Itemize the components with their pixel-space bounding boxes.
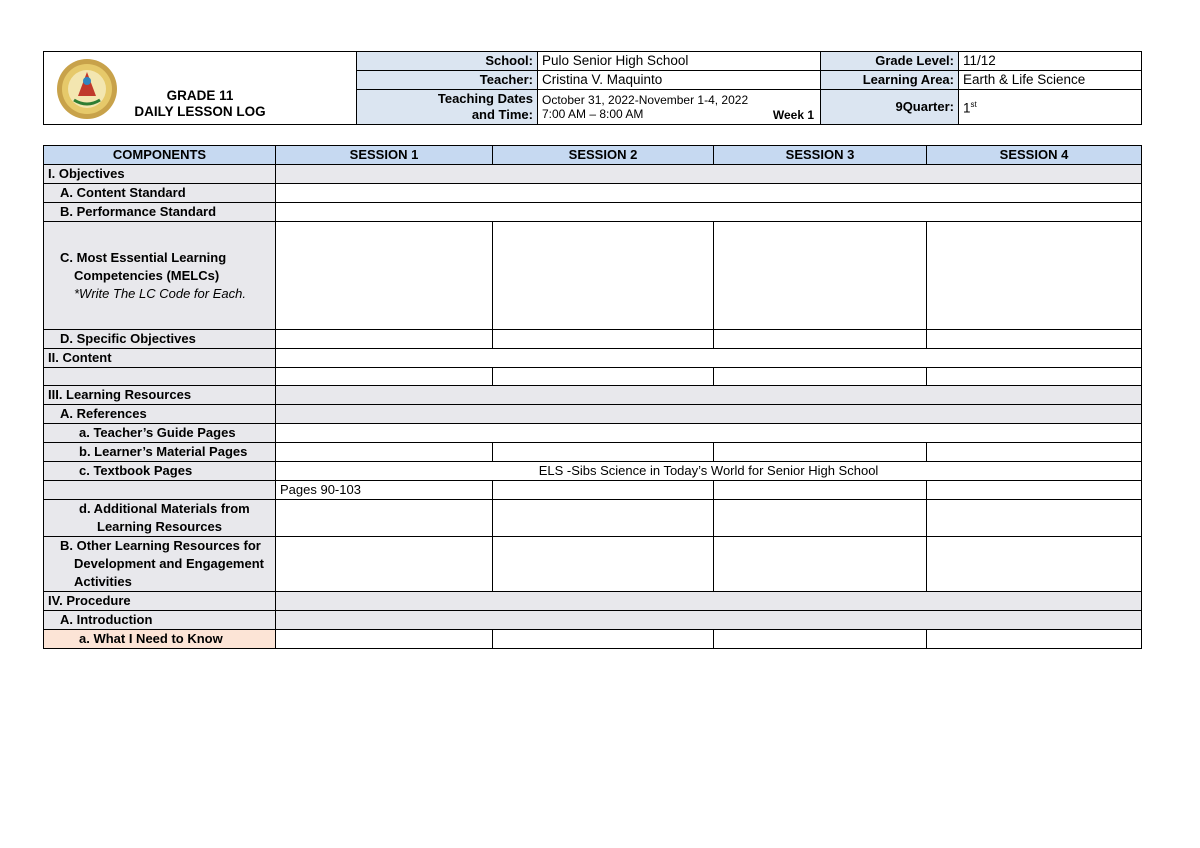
cell-merged	[276, 349, 1142, 368]
quarter-suffix: st	[970, 100, 977, 110]
col-session-1: SESSION 1	[276, 146, 493, 165]
cell	[927, 368, 1142, 386]
cell	[927, 330, 1142, 349]
teaching-dates-label-line2: and Time:	[471, 107, 533, 122]
cell	[493, 537, 714, 592]
cell	[276, 330, 493, 349]
row-textbook-pages: c. Textbook Pages	[44, 462, 276, 481]
cell	[714, 481, 927, 500]
row-what-i-need-to-know: a. What I Need to Know	[44, 630, 276, 649]
cell	[927, 222, 1142, 330]
cell	[714, 443, 927, 462]
week-value: Week 1	[772, 108, 814, 122]
table-row	[44, 611, 1142, 630]
cell	[927, 630, 1142, 649]
column-header-row	[44, 146, 1142, 165]
quarter-label: 9Quarter:	[821, 90, 959, 125]
teaching-dates-label	[357, 90, 538, 125]
cell	[493, 481, 714, 500]
grade-level-value: 11/12	[959, 52, 1142, 71]
cell	[276, 537, 493, 592]
table-row	[44, 592, 1142, 611]
cell-merged	[276, 424, 1142, 443]
cell	[714, 537, 927, 592]
cell	[493, 630, 714, 649]
table-row	[44, 386, 1142, 405]
cell	[276, 222, 493, 330]
learning-area-label: Learning Area:	[821, 71, 959, 90]
cell-merged	[276, 165, 1142, 184]
row-procedure: IV. Procedure	[44, 592, 276, 611]
teaching-time-line: 7:00 AM – 8:00 AM	[542, 107, 644, 121]
textbook-value: ELS -Sibs Science in Today’s World for Senior High School	[276, 462, 1142, 481]
grade-level-label: Grade Level:	[821, 52, 959, 71]
table-row	[44, 424, 1142, 443]
row-other-resources: B. Other Learning Resources for Development and Engagement Activities	[44, 537, 276, 592]
table-row	[44, 462, 1142, 481]
table-row	[44, 368, 1142, 386]
table-row	[44, 443, 1142, 462]
row-learning-resources: III. Learning Resources	[44, 386, 276, 405]
col-session-4: SESSION 4	[927, 146, 1142, 165]
row-objectives: I. Objectives	[44, 165, 276, 184]
col-components: COMPONENTS	[44, 146, 276, 165]
row-introduction: A. Introduction	[44, 611, 276, 630]
school-label: School:	[357, 52, 538, 71]
cell	[714, 630, 927, 649]
pages-value: Pages 90-103	[276, 481, 493, 500]
row-learners-material: b. Learner’s Material Pages	[44, 443, 276, 462]
table-row	[44, 165, 1142, 184]
table-row	[44, 349, 1142, 368]
cell-merged	[276, 405, 1142, 424]
table-row	[44, 630, 1142, 649]
cell-blank	[44, 368, 276, 386]
row-teachers-guide: a. Teacher’s Guide Pages	[44, 424, 276, 443]
cell	[927, 481, 1142, 500]
row-additional-materials: d. Additional Materials from Learning Resources	[44, 500, 276, 537]
title-cell	[44, 52, 357, 125]
table-row	[44, 537, 1142, 592]
row-specific-objectives: D. Specific Objectives	[44, 330, 276, 349]
cell	[493, 500, 714, 537]
cell	[493, 443, 714, 462]
teaching-dates-line1: October 31, 2022-November 1-4, 2022	[542, 93, 749, 107]
quarter-value	[959, 90, 1142, 125]
table-row	[44, 222, 1142, 330]
cell	[276, 368, 493, 386]
cell	[493, 330, 714, 349]
table-row	[44, 184, 1142, 203]
cell	[927, 443, 1142, 462]
table-row	[44, 500, 1142, 537]
cell-merged	[276, 184, 1142, 203]
melcs-note: *Write The LC Code for Each.	[74, 285, 246, 301]
learning-area-value: Earth & Life Science	[959, 71, 1142, 90]
cell	[714, 500, 927, 537]
row-content-standard: A. Content Standard	[44, 184, 276, 203]
cell-blank	[44, 481, 276, 500]
cell	[714, 368, 927, 386]
cell	[276, 443, 493, 462]
cell	[927, 537, 1142, 592]
cell-merged	[276, 611, 1142, 630]
teaching-dates-value	[538, 90, 821, 125]
cell-merged	[276, 203, 1142, 222]
cell	[927, 500, 1142, 537]
teaching-dates-label-line1: Teaching Dates	[437, 91, 533, 106]
col-session-3: SESSION 3	[714, 146, 927, 165]
teacher-value: Cristina V. Maquinto	[538, 71, 821, 90]
row-content: II. Content	[44, 349, 276, 368]
col-session-2: SESSION 2	[493, 146, 714, 165]
log-title: DAILY LESSON LOG	[134, 104, 266, 119]
cell	[493, 368, 714, 386]
lesson-log-table	[43, 145, 1142, 649]
header-table	[43, 51, 1142, 125]
cell	[714, 330, 927, 349]
table-row	[44, 405, 1142, 424]
melcs-label: C. Most Essential Learning Competencies (MELCs)	[60, 249, 227, 283]
quarter-number: 1	[963, 100, 971, 116]
cell	[276, 500, 493, 537]
teacher-label: Teacher:	[357, 71, 538, 90]
row-performance-standard: B. Performance Standard	[44, 203, 276, 222]
row-melcs	[44, 222, 276, 330]
grade-title: GRADE 11	[166, 88, 234, 103]
table-row	[44, 330, 1142, 349]
cell-merged	[276, 592, 1142, 611]
cell	[493, 222, 714, 330]
row-references: A. References	[44, 405, 276, 424]
school-value: Pulo Senior High School	[538, 52, 821, 71]
cell-merged	[276, 386, 1142, 405]
table-row	[44, 203, 1142, 222]
cell	[276, 630, 493, 649]
cell	[714, 222, 927, 330]
table-row	[44, 481, 1142, 500]
